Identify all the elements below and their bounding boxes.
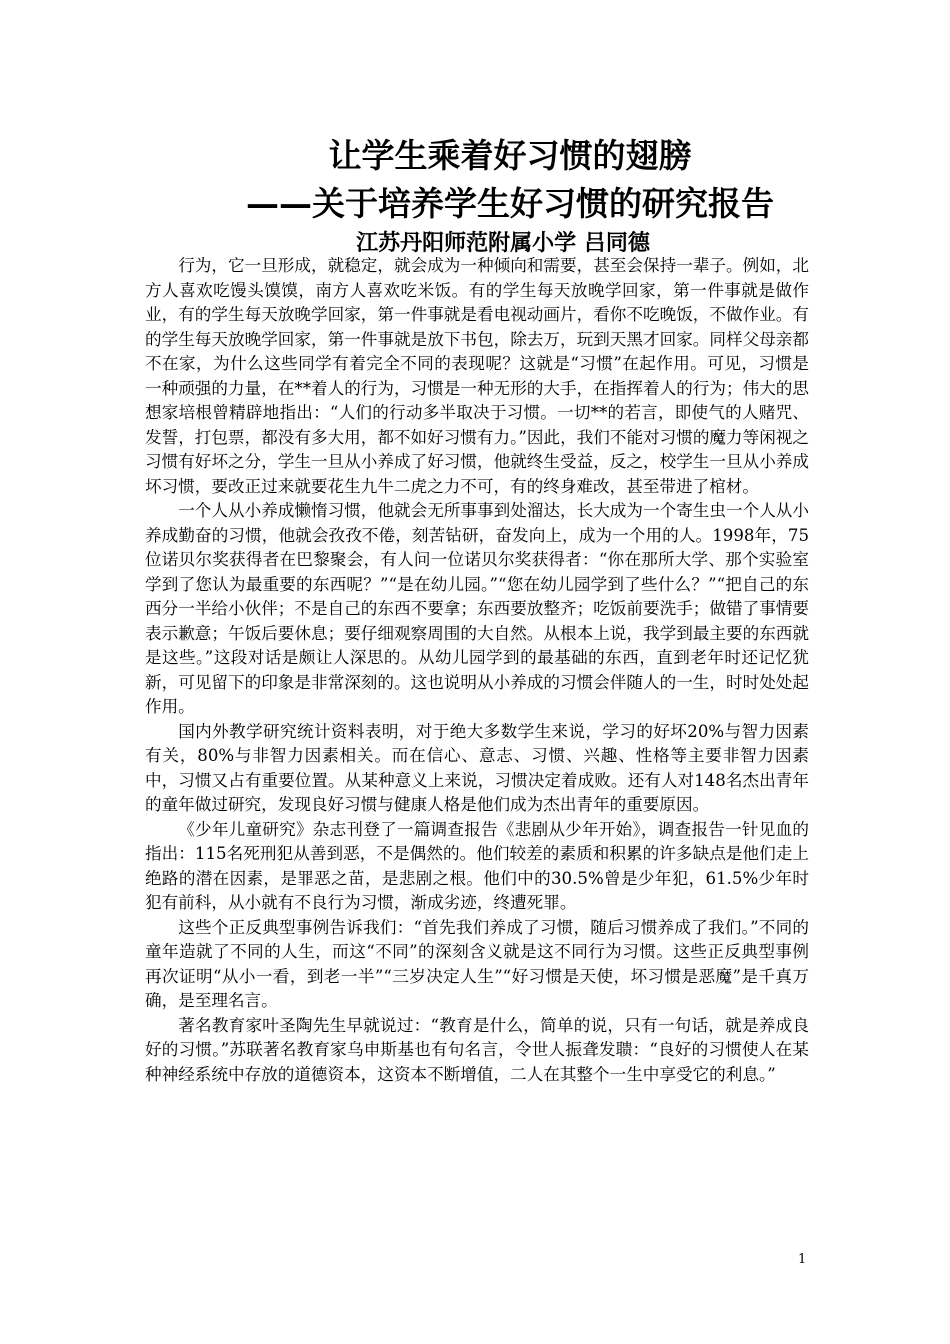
paragraph: 《少年儿童研究》杂志刊登了一篇调查报告《悲剧从少年开始》，调查报告一针见血的指出：115名死刑犯从善到恶，不是偶然的。他们较差的素质和积累的许多缺点是他们走上绝路的潜在因素，是罪恶之苗，是悲剧之根。他们中的30.5%曾是少年犯，61.5%少年时犯有前科，从小就有不良行为习惯，渐成劣迹，终遭死罪。 — [145, 819, 809, 912]
document-subtitle: ——关于培养学生好习惯的研究报告 — [246, 184, 774, 223]
paragraph: 一个人从小养成懒惰习惯，他就会无所事事到处溜达，长大成为一个寄生虫一个人从小养成勤奋的习惯，他就会孜孜不倦，刻苦钻研，奋发向上，成为一个用的人。1998年，75位诺贝尔奖获得者在巴黎聚会，有人问一位诺贝尔奖获得者：“你在那所大学、那个实验室学到了您认为最重要的东西呢？”“是在幼儿园。”“您在幼儿园学到了些什么？”“把自己的东西分一半给小伙伴；不是自己的东西不要拿；东西要放整齐；吃饭前要洗手；做错了事情要表示歉意；午饭后要休息；要仔细观察周围的大自然。从根本上说，我学到最主要的东西就是这些。”这段对话是颇让人深思的。从幼儿园学到的最基础的东西，直到老年时还记忆犹新，可见留下的印象是非常深刻的。这也说明从小养成的习惯会伴随人的一生，时时处处起作用。 — [145, 501, 809, 716]
document-body — [145, 254, 809, 1087]
paragraph: 国内外教学研究统计资料表明，对于绝大多数学生来说，学习的好坏20%与智力因素有关，80%与非智力因素相关。而在信心、意志、习惯、兴趣、性格等主要非智力因素中，习惯又占有重要位置。从某种意义上来说，习惯决定着成败。还有人对148名杰出青年的童年做过研究，发现良好习惯与健康人格是他们成为杰出青年的重要原因。 — [145, 721, 809, 814]
page-number: 1 — [798, 1252, 807, 1267]
paragraph: 这些个正反典型事例告诉我们：“首先我们养成了习惯，随后习惯养成了我们。”不同的童年造就了不同的人生，而这“不同”的深刻含义就是这不同行为习惯。这些正反典型事例再次证明“从小一看，到老一半”“三岁决定人生”“好习惯是天使，坏习惯是恶魔”是千真万确，是至理名言。 — [145, 917, 809, 1010]
paragraph: 行为，它一旦形成，就稳定，就会成为一种倾向和需要，甚至会保持一辈子。例如，北方人喜欢吃馒头馍馍，南方人喜欢吃米饭。有的学生每天放晚学回家，第一件事就是做作业，有的学生每天放晚学回家，第一件事就是看电视动画片，看你不吃晚饭，不做作业。有的学生每天放晚学回家，第一件事就是放下书包，除去万，玩到天黑才回家。同样父母亲都不在家，为什么这些同学有着完全不同的表现呢？这就是“习惯”在起作用。可见，习惯是一种顽强的力量，在**着人的行为，习惯是一种无形的大手，在指挥着人的行为；伟大的思想家培根曾精辟地指出：“人们的行动多半取决于习惯。一切**的若言，即使气的人赌咒、发誓，打包票，都没有多大用，都不如好习惯有力。”因此，我们不能对习惯的魔力等闲视之习惯有好坏之分，学生一旦从小养成了好习惯，他就终生受益，反之，校学生一旦从小养成坏习惯，要改正过来就要花生九牛二虎之力不可，有的终身难改，甚至带进了棺材。 — [145, 256, 809, 496]
paragraph: 著名教育家叶圣陶先生早就说过：“教育是什么，简单的说，只有一句话，就是养成良好的习惯。”苏联著名教育家乌申斯基也有句名言，令世人振聋发聩：“良好的习惯使人在某种神经系统中存放的道德资本，这资本不断增值，二人在其整个一生中享受它的利息。” — [145, 1015, 809, 1084]
document-author: 江苏丹阳师范附属小学 吕同德 — [356, 230, 650, 256]
document-title: 让学生乘着好习惯的翅膀 — [328, 136, 692, 175]
